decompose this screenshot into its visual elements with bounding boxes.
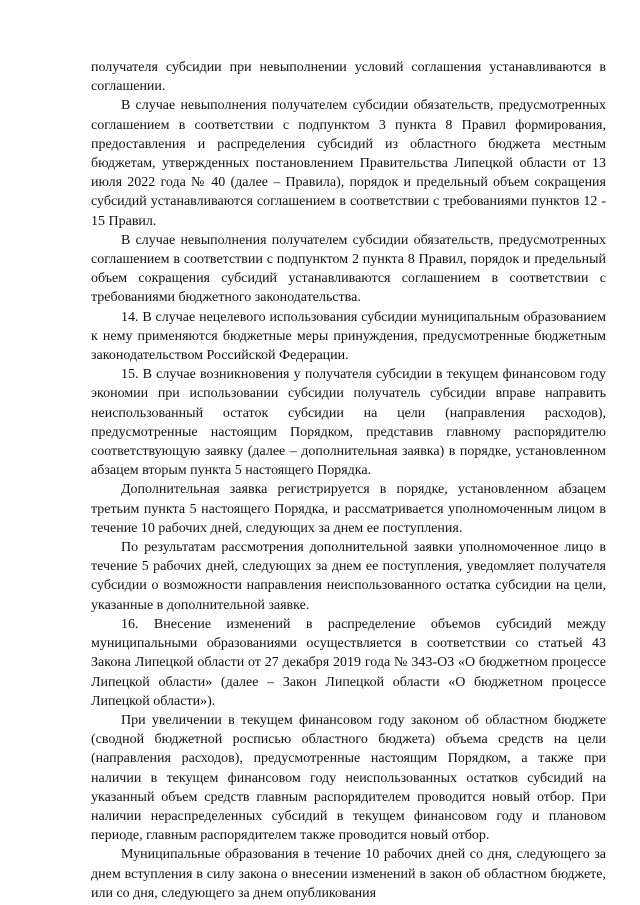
paragraph-10: Муниципальные образования в течение 10 рабочих дней со дня, следующего за днем вступления в силу закона о внесении изменений в закон об областном бюджете, или со дня, следующего за днем опубликования [91,847,606,901]
paragraph-7: По результатам рассмотрения дополнительной заявки уполномоченное лицо в течение 5 рабочих дней, следующих за днем ее поступления, уведомляет получателя субсидии о возможности направления неиспользованного остатка субсидии на цели, указанные в дополнительной заявке. [91,540,606,613]
paragraph-2: В случае невыполнения получателем субсидии обязательств, предусмотренных соглашением в соответствии с подпунктом 3 пункта 8 Правил формирования, предоставления и распределения субсидий из областного бюджета местным бюджетам, утвержденных постановлением Правительства Липецкой области от 13 июля 2022 года № 40 (далее – Правила), порядок и предельный объем сокращения субсидий устанавливаются соглашением в соответствии с требованиями пунктов 12 - 15 Правил. [91,98,606,229]
paragraph-4: 14. В случае нецелевого использования субсидии муниципальным образованием к нему применяются бюджетные меры принуждения, предусмотренные бюджетным законодательством Российской Федерации. [91,309,606,364]
paragraph-6: Дополнительная заявка регистрируется в порядке, установленном абзацем третьим пункта 5 настоящего Порядка, и рассматривается уполномоченным лицом в течение 10 рабочих дней, следующих за днем ее поступления. [91,482,606,536]
paragraph-8: 16. Внесение изменений в распределение объемов субсидий между муниципальными образованиями осуществляется в соответствии со статьей 43 Закона Липецкой области от 27 декабря 2019 года № 343-ОЗ «О бюджетном процессе Липецкой области» (далее – Закон Липецкой области «О бюджетном процессе Липецкой области»). [91,616,606,709]
paragraph-1: получателя субсидии при невыполнении условий соглашения устанавливаются в соглашении. [91,60,606,95]
paragraph-3: В случае невыполнения получателем субсидии обязательств, предусмотренных соглашением в соответствии с подпунктом 2 пункта 8 Правил, порядок и предельный объем сокращения субсидий устанавливаются соглашением в соответствии с требованиями бюджетного законодательства. [91,232,606,306]
paragraph-5: 15. В случае возникновения у получателя субсидии в текущем финансовом году экономии при использовании субсидии получатель субсидии вправе направить неиспользованный остаток субсидии на цели (направления расходов), предусмотренные настоящим Порядком, представив главному распорядителю соответствующую заявку (далее – дополнительная заявка) в порядке, установленном абзацем вторым пункта 5 настоящего Порядка. [91,367,606,479]
document-page [91,58,606,903]
paragraph-9: При увеличении в текущем финансовом году законом об областном бюджете (сводной бюджетной росписью областного бюджета) объема средств на цели (направления расходов), предусмотренные настоящим Порядком, а также при наличии в текущем финансовом году неиспользованных остатков субсидий на указанный объем средств главным распорядителем проводится новый отбор. При наличии нераспределенных субсидий в текущем финансовом году и плановом периоде, главным распорядителем также проводится новый отбор. [91,712,606,844]
